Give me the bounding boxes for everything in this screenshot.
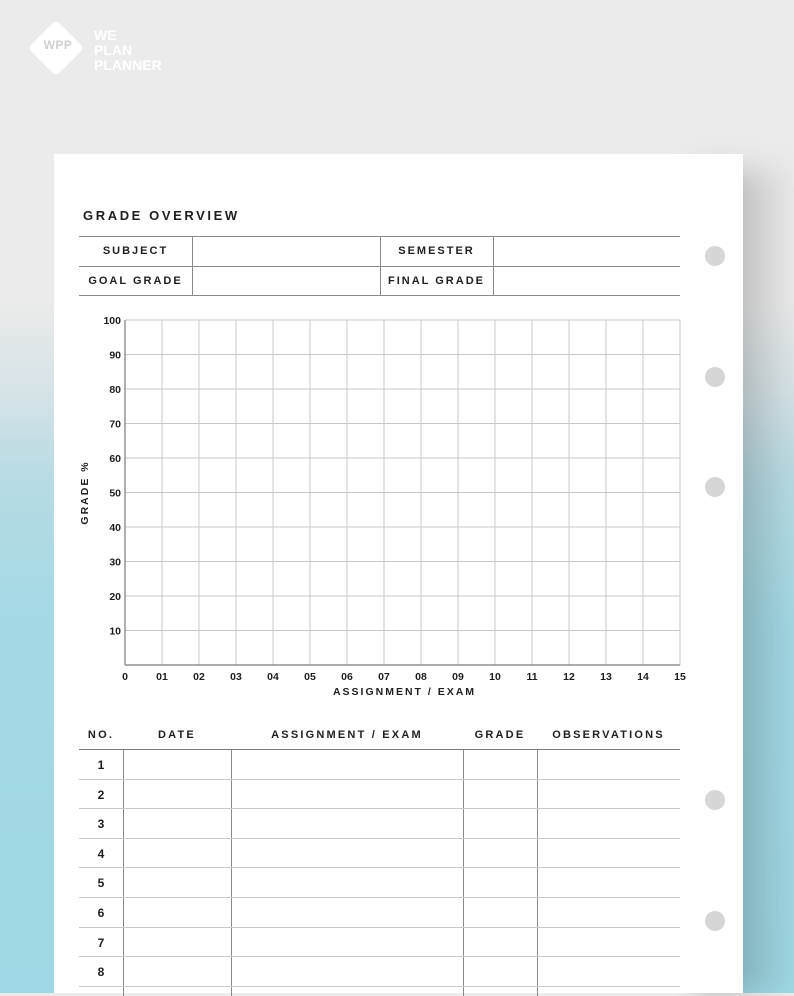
y-tick-label: 80 [109,384,121,396]
log-row-line [79,808,680,809]
grade-chart-svg [74,314,694,704]
logo-mark: WPP [43,38,73,52]
x-tick-label: 15 [674,671,686,683]
log-row-line [79,838,680,839]
logo-line-3: PLANNER [94,57,162,73]
y-tick-label: 60 [109,453,121,465]
logo-line-1: WE [94,27,117,43]
final-grade-label: FINAL GRADE [388,275,485,287]
y-tick-label: 100 [103,315,121,327]
binder-hole [705,790,725,810]
row-number: 4 [97,846,105,861]
log-row-line [79,867,680,868]
x-tick-label: 12 [563,671,575,683]
col-header-assignment: ASSIGNMENT / EXAM [271,729,423,741]
x-tick-label: 10 [489,671,501,683]
page-title: GRADE OVERVIEW [83,208,240,223]
col-header-observations: OBSERVATIONS [552,729,665,741]
x-tick-label: 05 [304,671,316,683]
x-tick-label: 08 [415,671,427,683]
y-tick-label: 10 [109,625,121,638]
binder-hole [705,911,725,931]
binder-hole [705,246,725,266]
x-tick-label: 11 [526,671,538,683]
row-number: 1 [97,758,105,772]
goal-grade-label: GOAL GRADE [88,275,183,287]
row-number: 8 [97,965,105,980]
y-tick-label: 70 [109,418,121,431]
x-tick-label: 03 [230,671,242,683]
col-header-no: NO. [87,729,115,741]
y-tick-label: 30 [109,556,121,569]
log-column-divider [231,749,232,996]
x-tick-label: 09 [452,671,464,683]
x-tick-label: 04 [267,671,279,683]
x-tick-label: 14 [637,671,649,683]
log-row-line [79,986,680,987]
x-tick-label: 0 [122,671,128,683]
col-header-date: DATE [158,729,196,741]
log-header-line [79,749,680,750]
x-tick-label: 07 [378,671,390,683]
log-column-divider [123,749,124,996]
row-number: 5 [97,876,105,891]
semester-label: SEMESTER [398,245,475,257]
x-tick-label: 02 [193,671,205,683]
y-axis-label: GRADE % [79,460,91,525]
log-row-line [79,927,680,928]
info-table [79,236,680,296]
log-column-divider [537,749,538,996]
logo-line-2: PLAN [94,42,133,58]
logo-wordmark [94,28,162,73]
log-row-line [79,956,680,957]
row-number: 6 [97,906,105,920]
log-row-line [79,897,680,898]
x-axis-label: ASSIGNMENT / EXAM [332,686,477,698]
log-row-line [79,779,680,780]
assignment-log [79,724,680,993]
row-number: 7 [97,935,105,950]
y-tick-label: 20 [109,591,121,603]
x-tick-label: 06 [341,671,353,683]
binder-hole [705,367,725,387]
y-tick-label: 50 [109,487,121,500]
x-tick-label: 13 [600,671,612,683]
x-tick-label: 01 [156,671,168,683]
goal-grade-field[interactable] [193,267,380,295]
grade-chart [74,314,694,704]
y-tick-label: 90 [109,349,121,362]
row-number: 2 [97,787,105,802]
planner-page [54,154,743,993]
binder-hole [705,477,725,497]
row-number: 3 [97,817,105,832]
semester-field[interactable] [494,237,680,265]
final-grade-field[interactable] [494,267,680,295]
subject-field[interactable] [193,237,380,265]
logo [30,24,170,80]
log-column-divider [463,749,464,996]
subject-label: SUBJECT [102,245,169,257]
col-header-grade: GRADE [474,729,526,741]
y-tick-label: 40 [109,522,121,534]
